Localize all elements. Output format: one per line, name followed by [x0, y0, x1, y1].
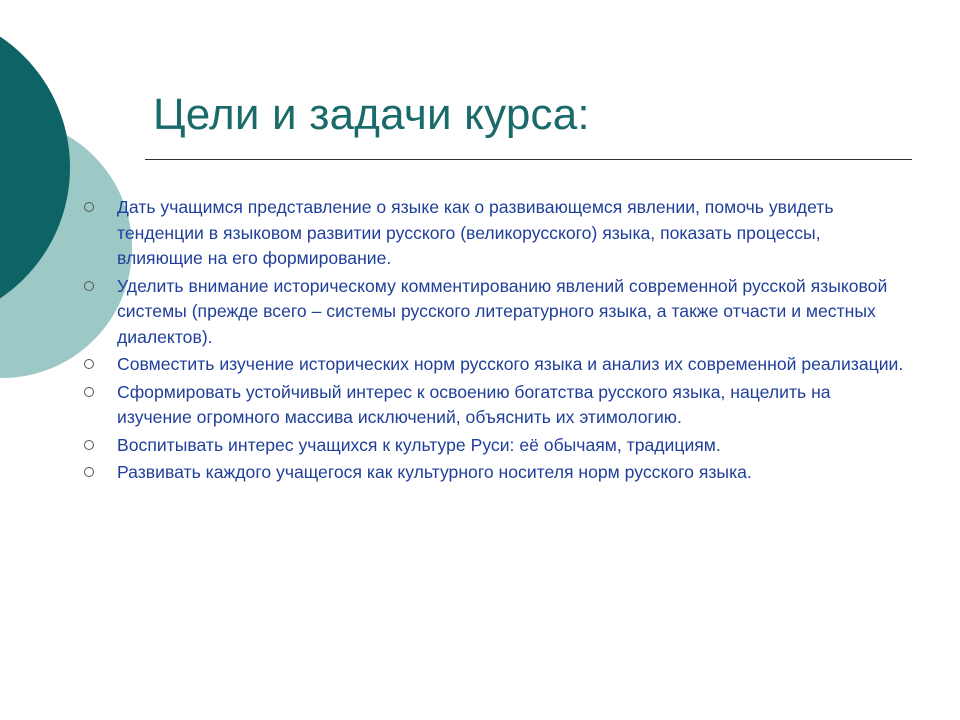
list-item	[84, 274, 904, 351]
list-item-text: Дать учащимся представление о языке как о развивающемся явлении, помочь увидеть тенденции в языковом развитии русского (великорусского) языка, показать процессы, влияющие на его формирование.	[117, 197, 834, 268]
list-item	[84, 433, 904, 459]
objectives-list	[84, 195, 904, 488]
hollow-circle-bullet-icon	[84, 281, 94, 291]
hollow-circle-bullet-icon	[84, 440, 94, 450]
list-item-text: Сформировать устойчивый интерес к освоению богатства русского языка, нацелить на изучение огромного массива исключений, объяснить их этимологию.	[117, 381, 831, 427]
list-item	[84, 352, 904, 378]
list-item-text: Уделить внимание историческому комментированию явлений современной русской языковой системы (прежде всего – системы русского литературного языка, а также отчасти и местных диалектов).	[117, 275, 888, 347]
list-item	[84, 380, 904, 431]
list-item	[84, 460, 904, 486]
list-item-text: Воспитывать интерес учащихся к культуре Руси: её обычаям, традициям.	[117, 434, 721, 455]
hollow-circle-bullet-icon	[84, 202, 94, 212]
slide-title: Цели и задачи курса:	[153, 90, 590, 139]
list-item-text: Развивать каждого учащегося как культурного носителя норм русского языка.	[117, 462, 752, 482]
list-item	[84, 195, 904, 272]
hollow-circle-bullet-icon	[84, 359, 94, 369]
title-divider	[145, 159, 912, 160]
list-item-text: Совместить изучение исторических норм русского языка и анализ их современной реализации.	[117, 354, 904, 374]
hollow-circle-bullet-icon	[84, 467, 94, 477]
hollow-circle-bullet-icon	[84, 387, 94, 397]
